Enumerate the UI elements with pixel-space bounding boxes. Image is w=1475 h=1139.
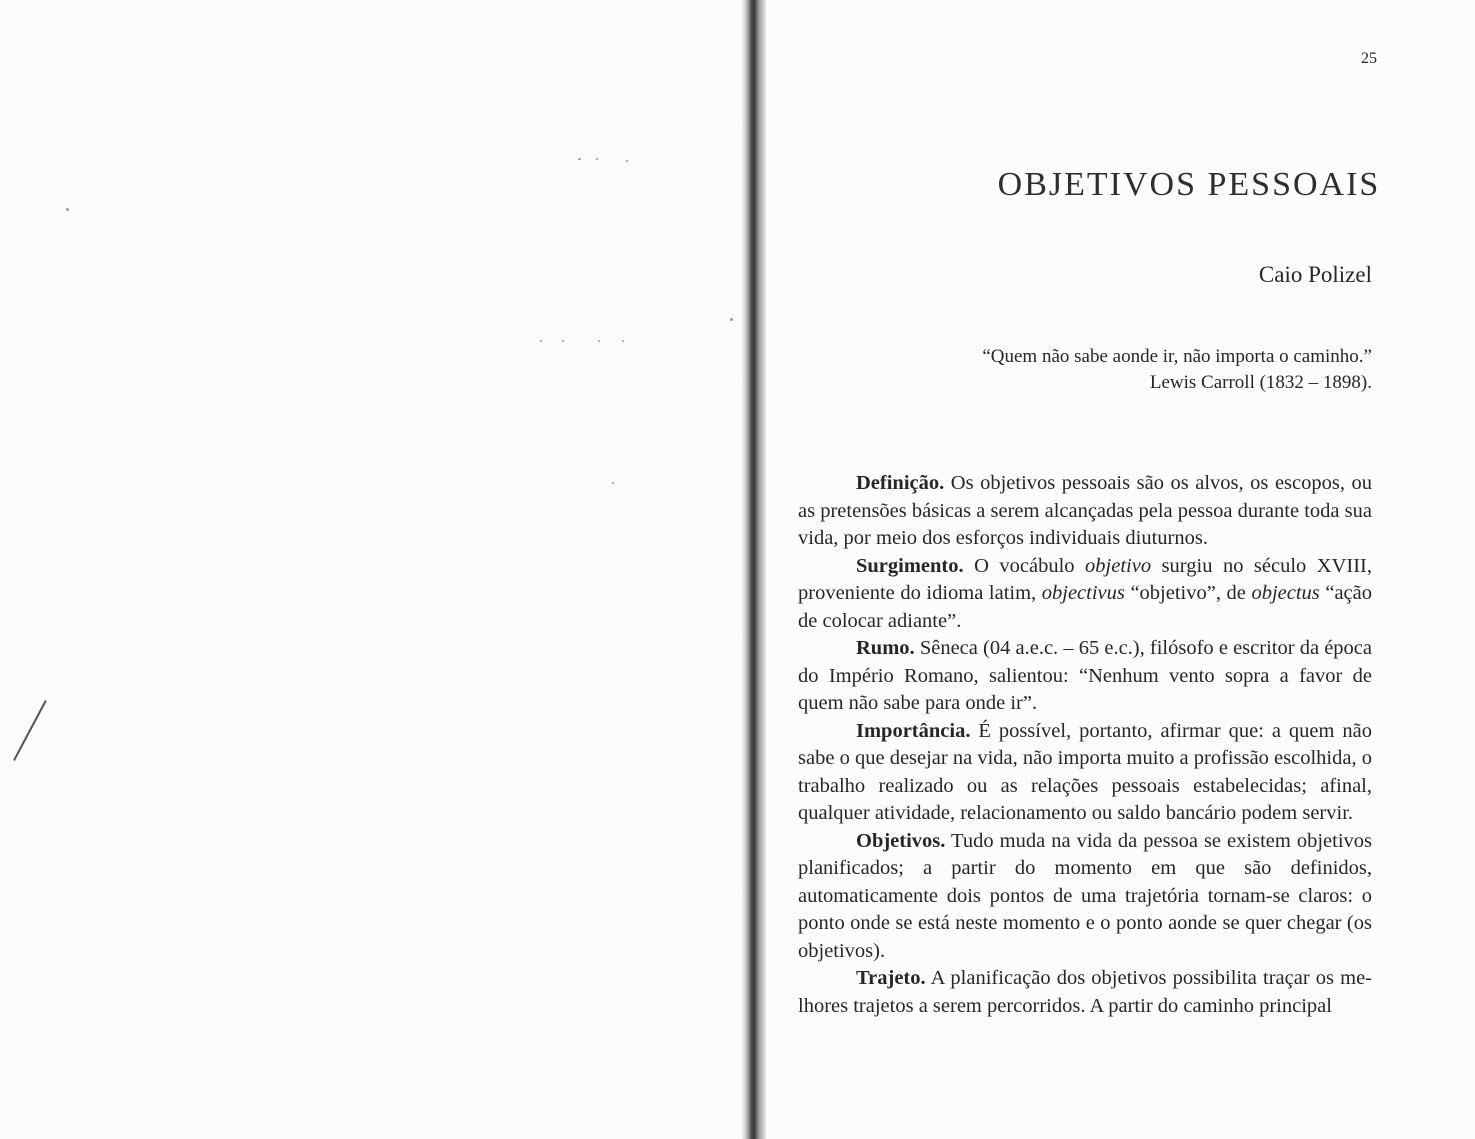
paragraph-label: Surgimento.	[856, 554, 964, 577]
paragraph-text: É possível, portanto, afirmar que: a quem não sabe o que desejar na vida, não importa muito a profissão escolhida, o trabalho realizado ou as relações pessoais estabelecidas; afinal, qualquer atividade, relacionamento ou saldo bancário podem servir.	[798, 719, 1372, 824]
paragraph-label: Definição.	[856, 472, 945, 494]
paragraph-italic: objectus	[1251, 582, 1320, 604]
epigraph-attribution: Lewis Carroll (1832 – 1898).	[1149, 372, 1372, 393]
epigraph-quote: “Quem não sabe aonde ir, não importa o caminho.”	[982, 346, 1372, 367]
paragraph-label: Trajeto.	[856, 967, 926, 989]
paragraph-rumo	[798, 635, 1372, 718]
scan-speck	[612, 482, 614, 484]
page-number: 25	[1361, 50, 1377, 67]
paragraph-text: “objetivo”, de	[1124, 582, 1252, 604]
scan-speck	[626, 160, 628, 162]
chapter-title: OBJETIVOS PESSOAIS	[997, 166, 1381, 203]
paragraph-text: Os objetivos pessoais são os alvos, os escopos, ou as pretensões básicas a serem alcançadas pela pessoa durante toda sua vida, por meio dos esforços individuais diuturnos.	[798, 472, 1372, 549]
paragraph-label: Objetivos.	[856, 829, 946, 852]
book-gutter	[742, 0, 766, 1139]
pen-mark	[13, 700, 47, 761]
epigraph	[982, 344, 1372, 396]
paragraph-label: Importância.	[856, 719, 971, 742]
paragraph-text: Sêneca (04 a.e.c. – 65 e.c.), filósofo e escritor da época do Império Romano, salientou: “Nenhum vento sopra a favor de quem não sabe para onde ir”.	[798, 637, 1372, 714]
paragraph-text: O vocábulo	[963, 554, 1086, 577]
paragraph-trajeto	[798, 965, 1372, 1020]
paragraph-italic: objetivo	[1085, 554, 1152, 577]
scan-speck	[598, 340, 600, 342]
paragraph-surgimento	[798, 553, 1372, 636]
paragraph-text: surgiu no século XVIII, proveniente do idioma latim,	[798, 554, 1373, 604]
scan-speck	[540, 340, 542, 342]
paragraph-label: Rumo.	[856, 637, 915, 659]
scan-speck	[596, 158, 598, 160]
paragraph-italic: objectivus	[1041, 582, 1125, 604]
paragraph-importancia	[798, 718, 1372, 828]
scan-speck	[730, 318, 733, 321]
paragraph-objetivos	[798, 828, 1372, 966]
paragraph-text: A planificação dos objetivos possibilita traçar os melhores trajetos a serem percorridos. A partir do caminho principal	[798, 967, 1372, 1017]
scan-speck	[622, 340, 624, 342]
scan-speck	[562, 340, 564, 342]
scan-speck	[578, 158, 581, 160]
paragraph-text: “ação de colocar adiante”.	[798, 582, 1372, 632]
body-text	[798, 470, 1372, 1020]
paragraph-definicao	[798, 470, 1372, 553]
right-page	[766, 0, 1475, 1139]
scan-speck	[66, 208, 69, 211]
paragraph-text: Tudo muda na vida da pessoa se existem objetivos planificados; a partir do momento em que são definidos, automaticamente dois pontos de uma trajetória tornam-se claros: o ponto onde se está neste momento e o ponto aonde se quer chegar (os objetivos).	[798, 829, 1372, 962]
author-name: Caio Polizel	[1258, 262, 1372, 287]
